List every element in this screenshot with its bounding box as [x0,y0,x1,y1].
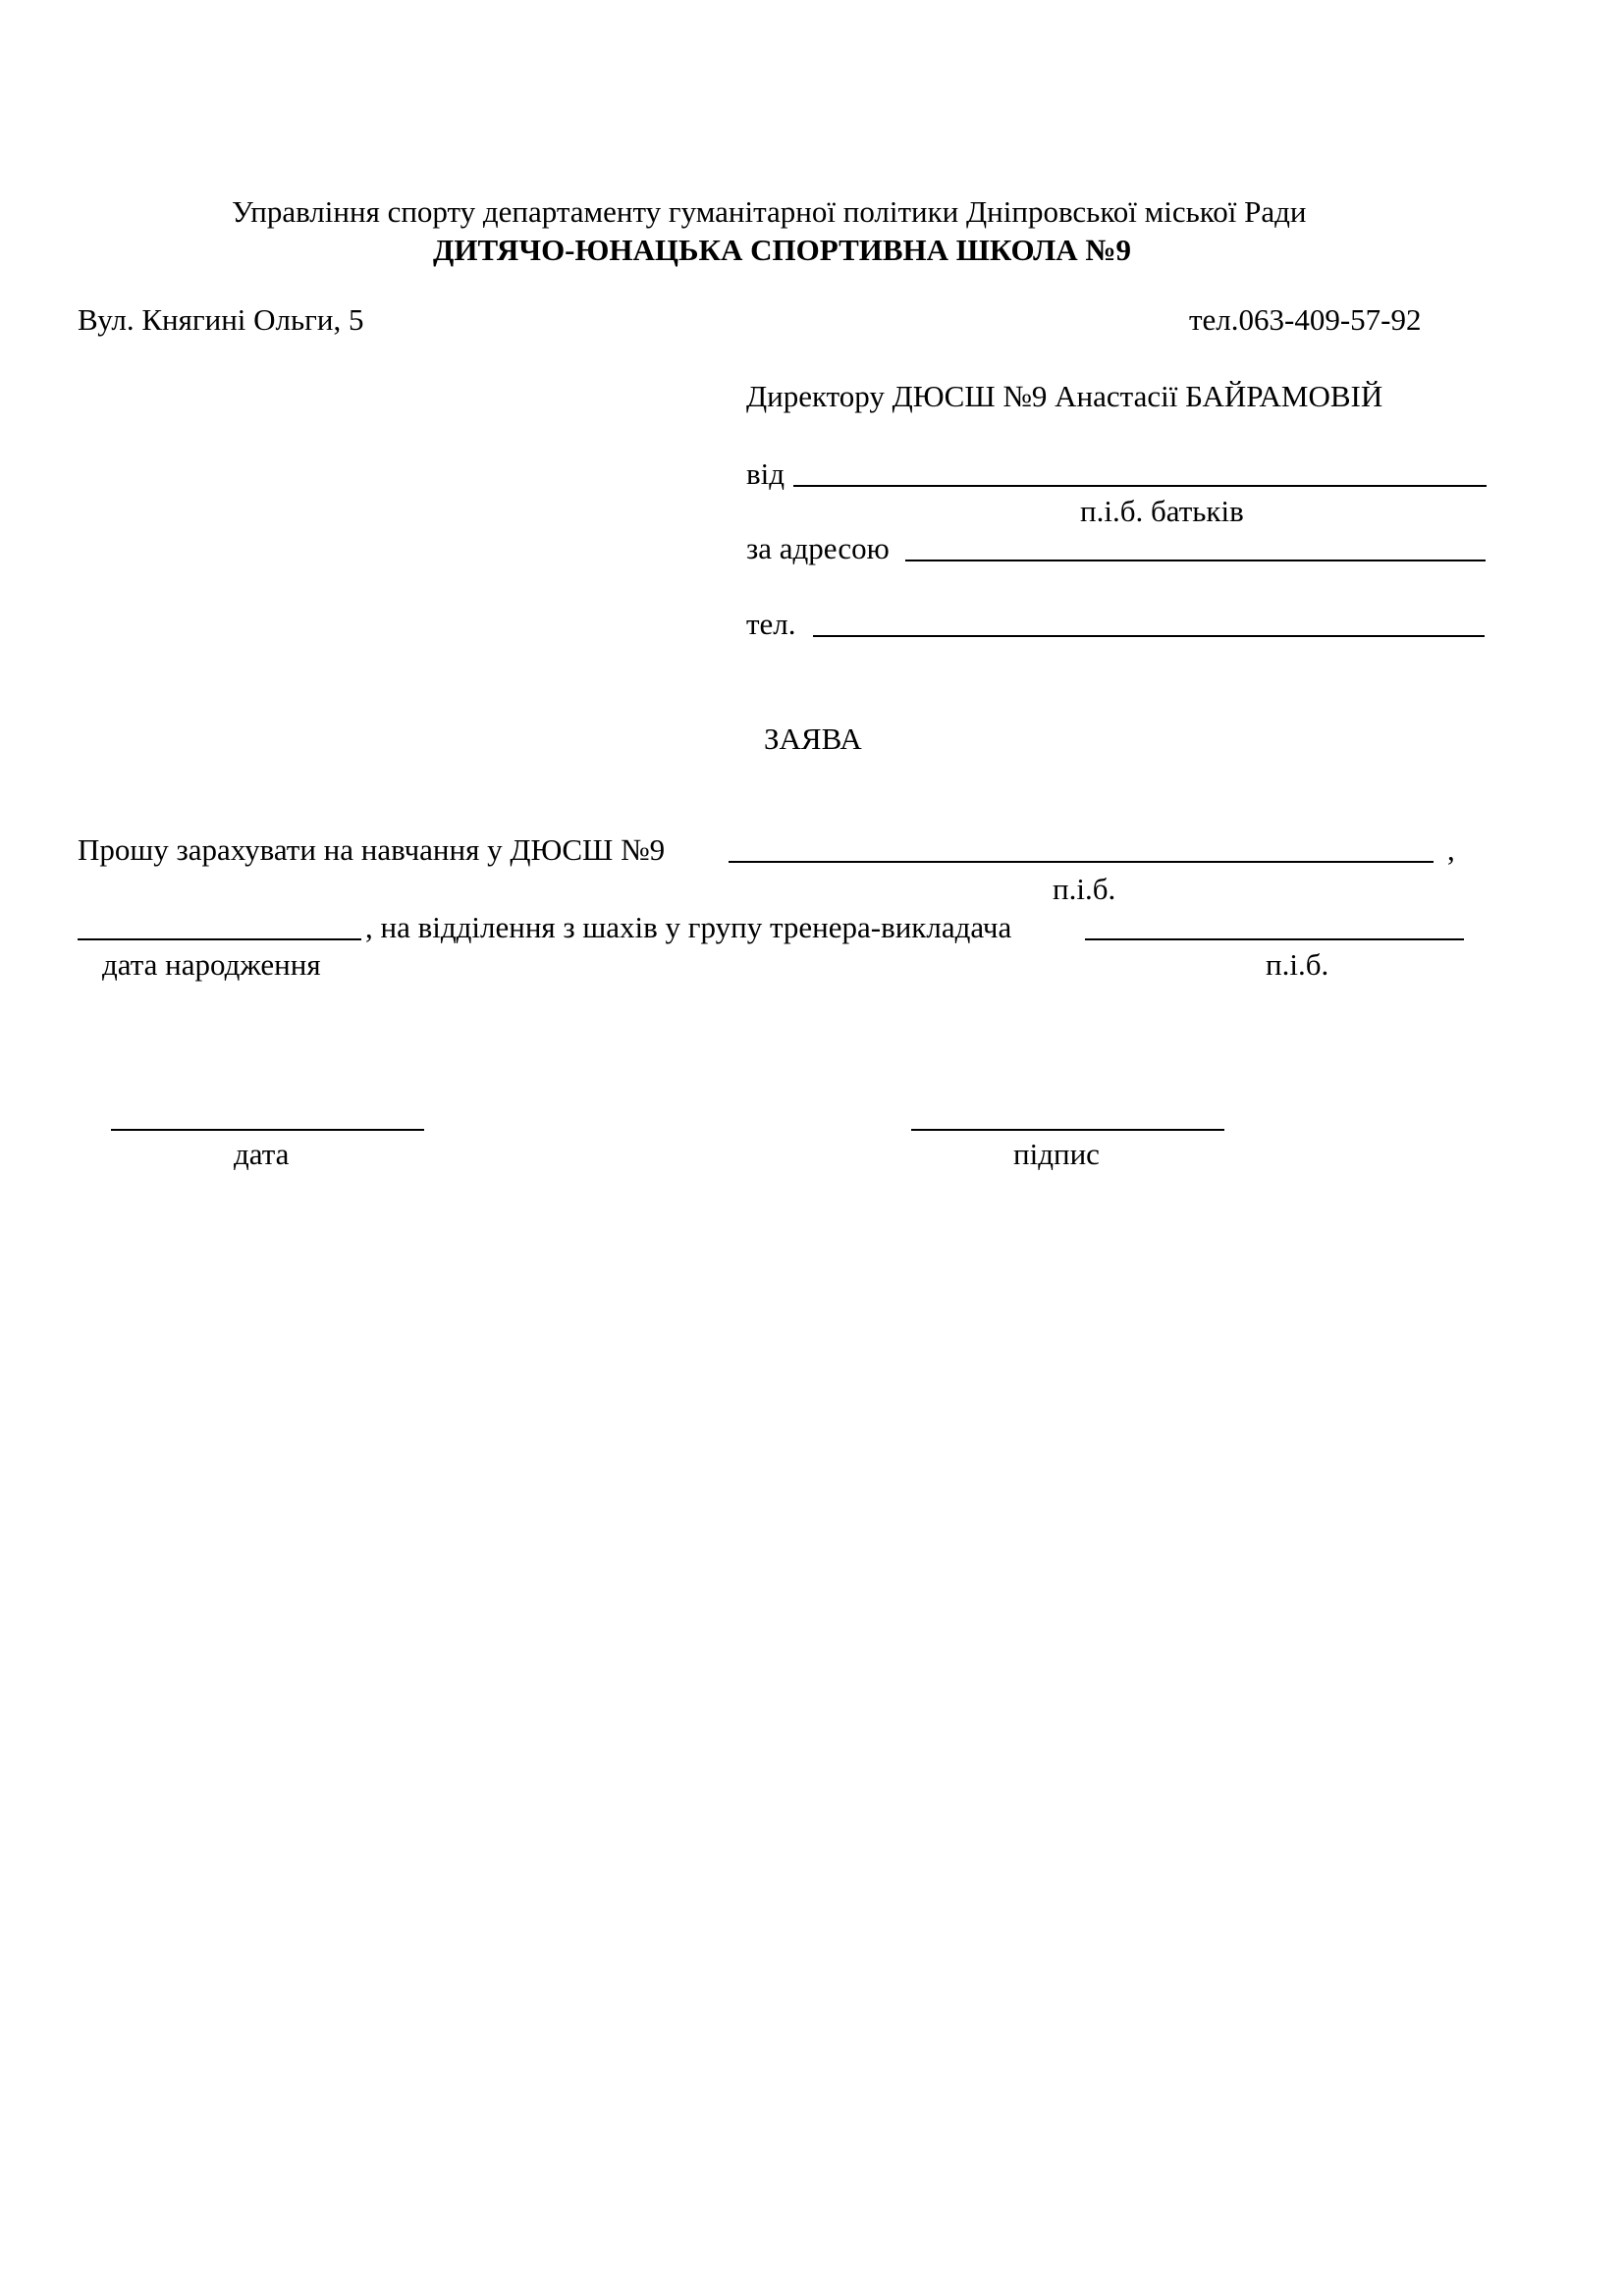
department-text: , на відділення з шахів у групу тренера-викладача [365,910,1012,944]
birthdate-caption: дата народження [102,947,321,982]
date-line[interactable] [111,1129,424,1131]
document-title: ЗАЯВА [764,721,862,756]
department-name: Управління спорту департаменту гуманітарної політики Дніпровської міської Ради [232,194,1307,229]
request-text: Прошу зарахувати на навчання у ДЮСШ №9 [78,832,666,867]
child-name-line[interactable] [729,861,1434,863]
phone-line[interactable] [813,635,1485,637]
address-label: за адресою [746,531,890,565]
director-addressee: Директору ДЮСШ №9 Анастасії БАЙРАМОВІЙ [746,379,1383,413]
signature-caption: підпис [1013,1137,1100,1171]
coach-name-caption: п.і.б. [1266,947,1329,982]
from-label: від [746,456,785,491]
school-name: ДИТЯЧО-ЮНАЦЬКА СПОРТИВНА ШКОЛА №9 [433,233,1131,267]
school-phone: тел.063-409-57-92 [1189,302,1422,337]
signature-line[interactable] [911,1129,1224,1131]
school-address: Вул. Княгині Ольги, 5 [78,302,364,337]
address-line[interactable] [905,560,1486,561]
coach-name-line[interactable] [1085,938,1464,940]
from-line[interactable] [793,485,1487,487]
birthdate-line[interactable] [78,938,361,940]
phone-label: тел. [746,607,796,641]
date-caption: дата [234,1137,290,1171]
request-comma: , [1447,832,1455,867]
from-caption: п.і.б. батьків [1080,494,1244,528]
child-name-caption: п.і.б. [1053,872,1116,906]
